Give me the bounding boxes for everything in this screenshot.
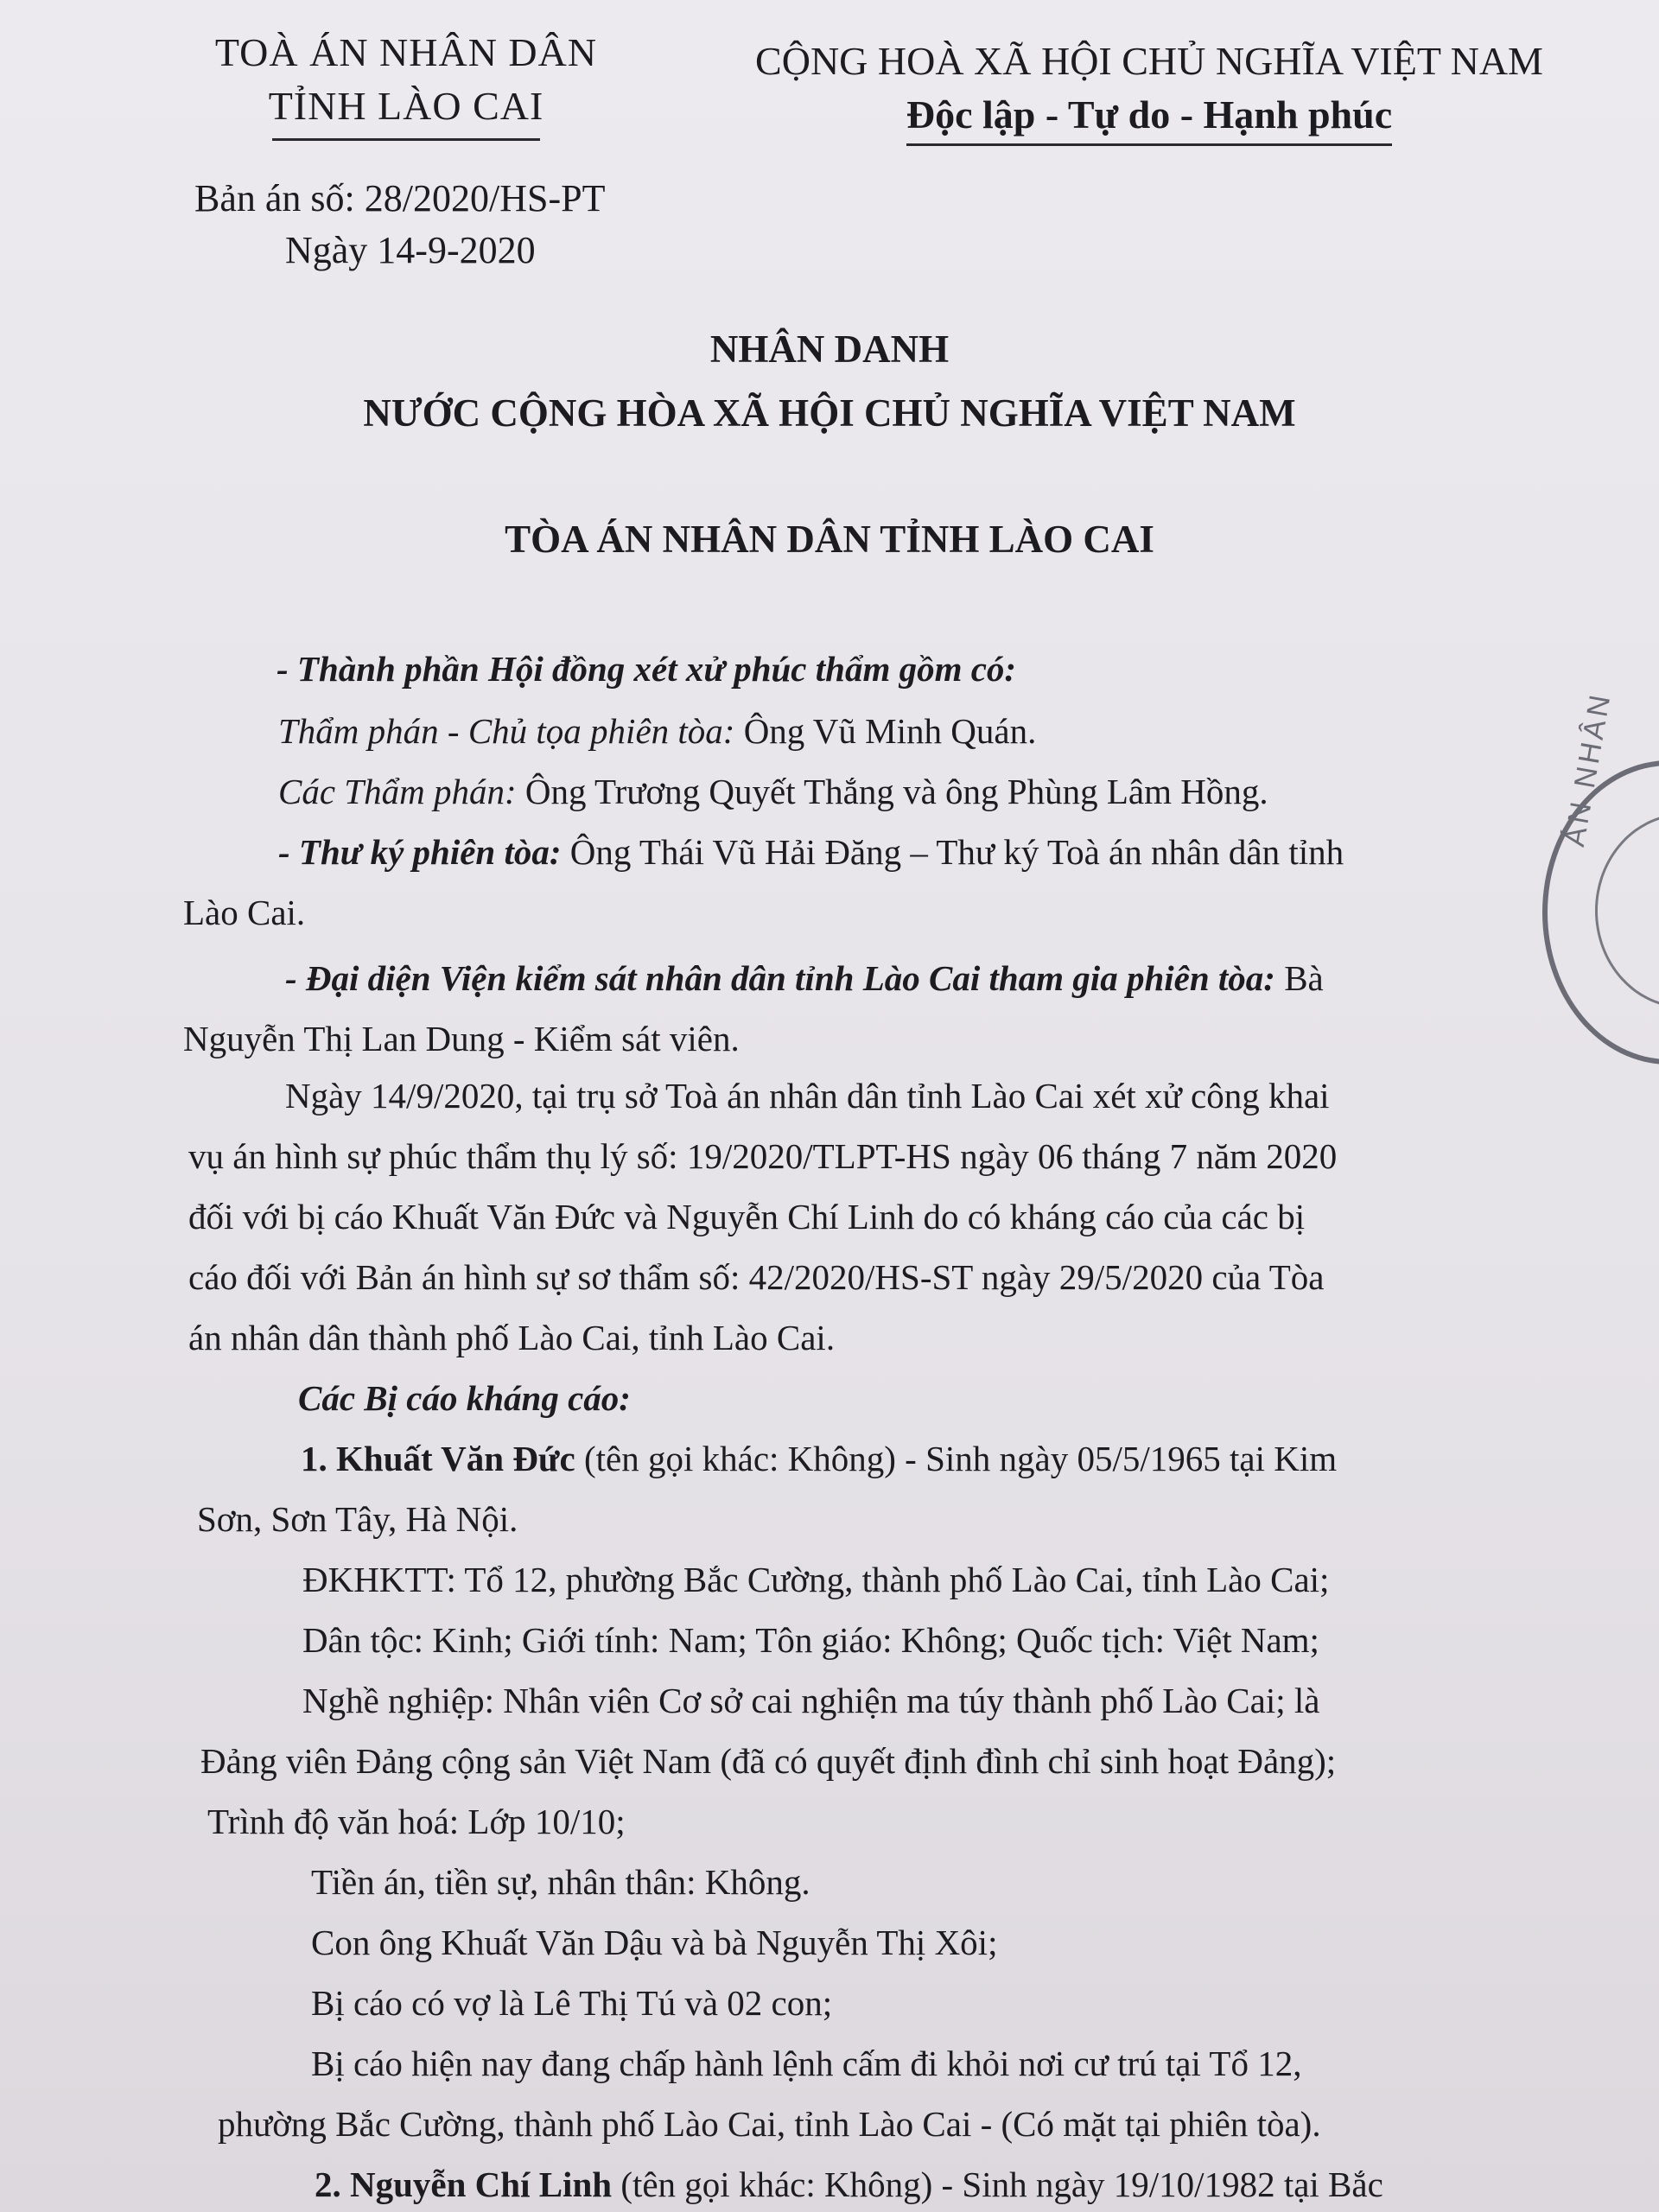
defendant-1-occupation-cont: Đảng viên Đảng cộng sản Việt Nam (đã có quyết định đình chỉ sinh hoạt Đảng); <box>200 1741 1337 1781</box>
clerk-value: Ông Thái Vũ Hải Đăng – Thư ký Toà án nhân dân tỉnh <box>561 832 1344 872</box>
court-header <box>181 26 631 141</box>
header-underline <box>272 138 540 141</box>
defendant-1-residence: ĐKHKTT: Tổ 12, phường Bắc Cường, thành phố Lào Cai, tỉnh Lào Cai; <box>302 1560 1330 1599</box>
judges-label: Các Thẩm phán: <box>278 772 517 811</box>
seal-inner-ring <box>1595 813 1659 1008</box>
defendant-1-education: Trình độ văn hoá: Lớp 10/10; <box>207 1802 626 1841</box>
clerk-label: - Thư ký phiên tòa: <box>278 832 562 872</box>
title-country: NƯỚC CỘNG HÒA XÃ HỘI CHỦ NGHĨA VIỆT NAM <box>363 391 1296 435</box>
procuracy-label: - Đại diện Viện kiểm sát nhân dân tỉnh Lào Cai tham gia phiên tòa: <box>285 958 1275 998</box>
procuracy-line <box>285 954 1324 1002</box>
defendant-1-family: Bị cáo có vợ là Lê Thị Tú và 02 con; <box>311 1983 833 2023</box>
intro-line-4: cáo đối với Bản án hình sự sơ thẩm số: 42/2020/HS-ST ngày 29/5/2020 của Tòa <box>188 1257 1325 1297</box>
intro-line-2: vụ án hình sự phúc thẩm thụ lý số: 19/2020/TLPT-HS ngày 06 tháng 7 năm 2020 <box>188 1136 1338 1176</box>
court-name-line2: TỈNH LÀO CAI <box>268 84 544 128</box>
panel-heading: - Thành phần Hội đồng xét xử phúc thẩm gồm có: <box>276 649 1017 689</box>
defendant-2-birth-line <box>315 2160 1383 2209</box>
republic-name: CỘNG HOÀ XÃ HỘI CHỦ NGHĨA VIỆT NAM <box>755 39 1543 83</box>
intro-line-3: đối với bị cáo Khuất Văn Đức và Nguyễn Chí Linh do có kháng cáo của các bị <box>188 1197 1306 1236</box>
clerk-line <box>278 828 1344 876</box>
national-motto: Độc lập - Tự do - Hạnh phúc <box>906 88 1392 146</box>
defendant-1-status-cont: phường Bắc Cường, thành phố Lào Cai, tỉnh Lào Cai - (Có mặt tại phiên tòa). <box>218 2104 1321 2144</box>
title-in-name: NHÂN DANH <box>709 327 950 371</box>
case-info <box>194 173 605 276</box>
judges-value: Ông Trương Quyết Thắng và ông Phùng Lâm Hồng. <box>516 772 1268 811</box>
national-header <box>743 35 1555 146</box>
defendant-1-birth-cont: Sơn, Sơn Tây, Hà Nội. <box>197 1499 518 1539</box>
defendant-1-name: 1. Khuất Văn Đức <box>301 1439 575 1478</box>
clerk-line-cont: Lào Cai. <box>183 893 306 932</box>
case-date: Ngày 14-9-2020 <box>285 229 536 271</box>
intro-line-1: Ngày 14/9/2020, tại trụ sở Toà án nhân dân tỉnh Lào Cai xét xử công khai <box>285 1076 1330 1116</box>
judges-line <box>278 767 1268 816</box>
case-number: Bản án số: 28/2020/HS-PT <box>194 177 606 219</box>
appellants-heading: Các Bị cáo kháng cáo: <box>298 1378 631 1418</box>
procuracy-value: Bà <box>1274 958 1324 998</box>
presiding-value: Ông Vũ Minh Quán. <box>734 711 1037 751</box>
presiding-label: Thẩm phán - Chủ tọa phiên tòa: <box>278 711 735 751</box>
title-court: TÒA ÁN NHÂN DÂN TỈNH LÀO CAI <box>505 518 1154 561</box>
court-name-line1: TOÀ ÁN NHÂN DÂN <box>214 30 598 74</box>
defendant-1-occupation: Nghề nghiệp: Nhân viên Cơ sở cai nghiện ma túy thành phố Lào Cai; là <box>302 1681 1320 1720</box>
defendant-2-name: 2. Nguyễn Chí Linh <box>315 2164 613 2204</box>
presiding-judge-line <box>278 707 1036 755</box>
court-seal-stamp <box>1542 689 1659 1065</box>
defendant-1-ethnicity: Dân tộc: Kinh; Giới tính: Nam; Tôn giáo: Không; Quốc tịch: Việt Nam; <box>302 1620 1319 1660</box>
seal-text: ÁN NHÂN <box>1558 689 1618 849</box>
defendant-1-birth-line <box>301 1434 1337 1483</box>
procuracy-line-cont: Nguyễn Thị Lan Dung - Kiểm sát viên. <box>183 1019 740 1058</box>
defendant-1-record: Tiền án, tiền sự, nhân thân: Không. <box>311 1862 810 1902</box>
intro-line-5: án nhân dân thành phố Lào Cai, tỉnh Lào Cai. <box>188 1318 836 1357</box>
defendant-1-parents: Con ông Khuất Văn Dậu và bà Nguyễn Thị Xôi; <box>311 1923 998 1962</box>
defendant-1-birth: (tên gọi khác: Không) - Sinh ngày 05/5/1965 tại Kim <box>575 1439 1338 1478</box>
defendant-2-birth: (tên gọi khác: Không) - Sinh ngày 19/10/1982 tại Bắc <box>612 2164 1383 2204</box>
defendant-1-status: Bị cáo hiện nay đang chấp hành lệnh cấm đi khỏi nơi cư trú tại Tổ 12, <box>311 2044 1302 2083</box>
